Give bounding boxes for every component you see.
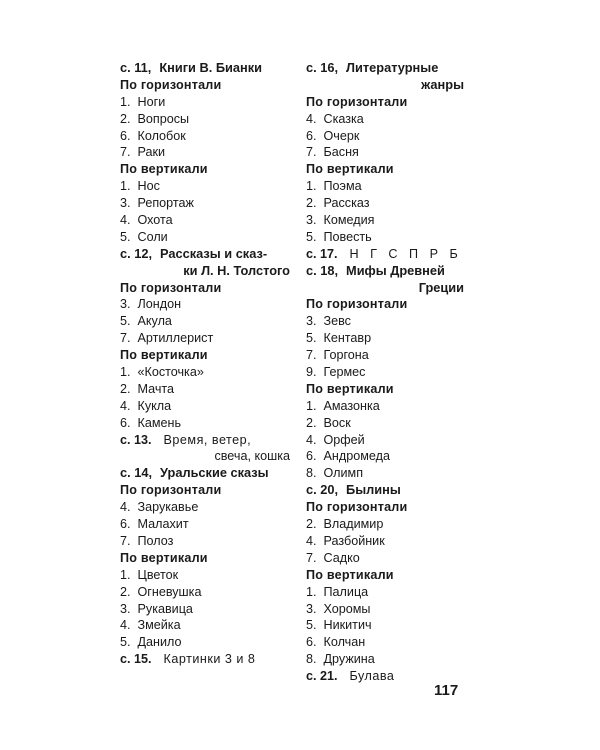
answer-item: 8 . Олимп (306, 465, 464, 482)
across-label-s11: По горизонтали (120, 77, 222, 92)
across-label-s12: По горизонтали (120, 280, 222, 295)
answer-line-s13-cont: свеча, кошка (214, 449, 290, 464)
answer-item: 1 . Палица (306, 584, 464, 601)
left-column (120, 60, 290, 668)
answer-item: 4 . Разбойник (306, 533, 464, 550)
section-heading-s12-cont: ки Л. Н. Толстого (183, 262, 290, 278)
answer-item: 1 . Цветок (120, 567, 290, 584)
answer-item: 2 . Вопросы (120, 111, 290, 128)
down-label-s20: По вертикали (306, 567, 394, 582)
answer-item: 2 . Мачта (120, 381, 290, 398)
down-label-s11: По вертикали (120, 162, 208, 177)
answer-item: 4 . Сказка (306, 111, 464, 128)
right-column (306, 60, 464, 685)
answer-item: 6 . Очерк (306, 128, 464, 145)
across-label-s18: По горизонтали (306, 297, 408, 312)
answer-item: 4 . Охота (120, 212, 290, 229)
answer-item: 3 . Лондон (120, 296, 290, 313)
section-heading-s14: с. 14, Уральские сказы (120, 465, 269, 481)
answer-line-s21: с. 21. Булава (306, 669, 395, 684)
answer-item: 7 . Садко (306, 550, 464, 567)
answer-line-s13: с. 13. Время, ветер, (120, 432, 252, 447)
answer-item: 7 . Раки (120, 144, 290, 161)
section-heading-s12: с. 12, Рассказы и сказ- (120, 245, 268, 261)
section-heading-s11: с. 11, Книги В. Бианки (120, 60, 263, 75)
answer-item: 1 . Ноги (120, 94, 290, 111)
answer-item: 8 . Дружина (306, 651, 464, 668)
answer-line-s17: с. 17. Н Г С П Р Б (306, 246, 462, 261)
section-heading-s20: с. 20, Былины (306, 482, 401, 498)
answer-item: 2 . Владимир (306, 516, 464, 533)
page-number: 117 (434, 682, 459, 699)
down-label-s14: По вертикали (120, 550, 208, 565)
answer-item: 4 . Кукла (120, 398, 290, 415)
across-label-s14: По горизонтали (120, 483, 222, 498)
answer-item: 4 . Змейка (120, 617, 290, 634)
section-heading-s16: с. 16, Литературные (306, 60, 439, 75)
answer-line-s15: с. 15. Картинки 3 и 8 (120, 652, 256, 667)
answer-item: 1 . Амазонка (306, 398, 464, 415)
down-label-s16: По вертикали (306, 162, 394, 177)
answer-item: 3 . Репортаж (120, 195, 290, 212)
answer-item: 2 . Воск (306, 415, 464, 432)
down-label-s12: По вертикали (120, 348, 208, 363)
answer-item: 6 . Колчан (306, 634, 464, 651)
answer-item: 5 . Повесть (306, 229, 464, 246)
across-label-s16: По горизонтали (306, 94, 408, 109)
answer-item: 2 . Огневушка (120, 584, 290, 601)
answer-item: 5 . Акула (120, 313, 290, 330)
answer-item: 7 . Артиллерист (120, 330, 290, 347)
answer-item: 1 . Нос (120, 178, 290, 195)
answer-item: 3 . Рукавица (120, 601, 290, 618)
answer-item: 5 . Данило (120, 634, 290, 651)
answer-item: 6 . Малахит (120, 516, 290, 533)
section-heading-s18-cont: Греции (418, 279, 464, 295)
answer-item: 5 . Кентавр (306, 330, 464, 347)
section-heading-s16-cont: жанры (421, 76, 464, 92)
answer-item: 7 . Горгона (306, 347, 464, 364)
across-label-s20: По горизонтали (306, 500, 408, 515)
answer-item: 2 . Рассказ (306, 195, 464, 212)
answer-item: 1 . «Косточка» (120, 364, 290, 381)
answer-item: 7 . Басня (306, 144, 464, 161)
answer-item: 5 . Никитич (306, 617, 464, 634)
answer-item: 6 . Колобок (120, 128, 290, 145)
section-heading-s18: с. 18, Мифы Древней (306, 262, 445, 278)
answer-item: 3 . Комедия (306, 212, 464, 229)
answer-item: 7 . Полоз (120, 533, 290, 550)
answer-item: 5 . Соли (120, 229, 290, 246)
answer-item: 4 . Зарукавье (120, 499, 290, 516)
answer-item: 9 . Гермес (306, 364, 464, 381)
answer-item: 3 . Зевс (306, 313, 464, 330)
answer-item: 6 . Андромеда (306, 448, 464, 465)
answer-item: 3 . Хоромы (306, 601, 464, 618)
answer-item: 1 . Поэма (306, 178, 464, 195)
answer-item: 6 . Камень (120, 415, 290, 432)
answer-item: 4 . Орфей (306, 432, 464, 449)
down-label-s18: По вертикали (306, 381, 394, 396)
